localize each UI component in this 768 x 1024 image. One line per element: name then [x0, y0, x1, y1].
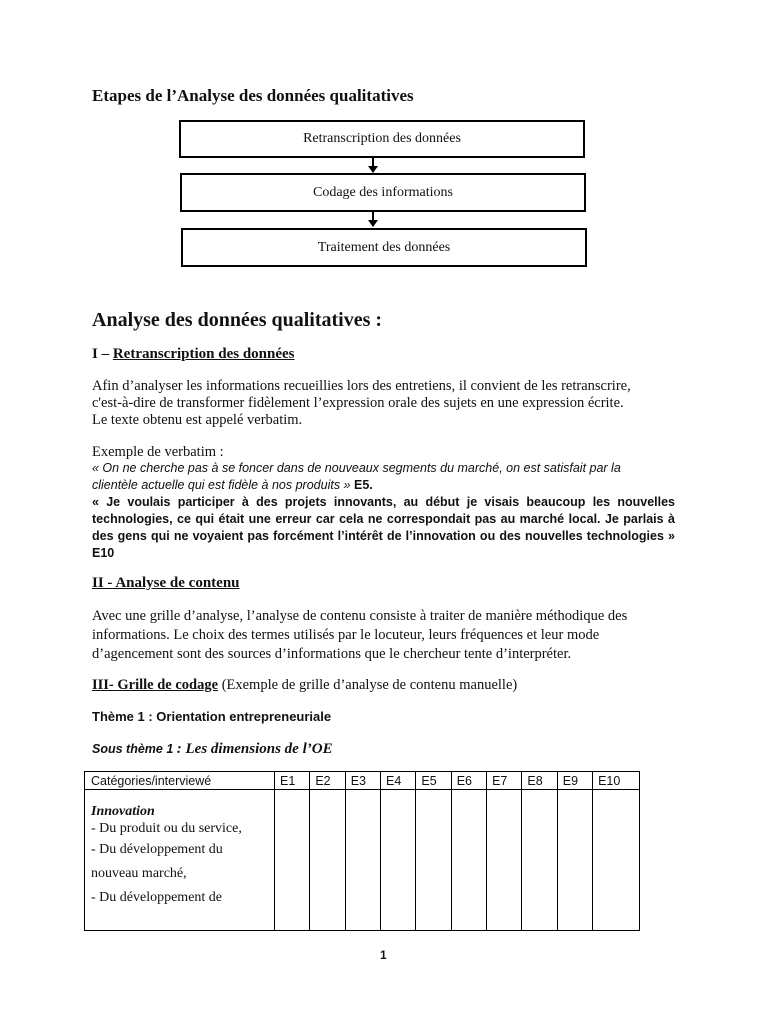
cell-e10 [593, 790, 640, 931]
verbatim-quote-1-ref: E5. [353, 478, 373, 492]
verbatim-quote-2: « Je voulais participer à des projets innovants, au début je visais beaucoup les nouvelles technologies, ce qui était une erreur car cela ne correspondait pas au marché local. Je parlais à des gens qui ne voyaient pas forcément l’intérêt de l’innovation ou des nouvelles technologies » E10 [92, 495, 675, 560]
part1-line-1: Afin d’analyser les informations recueillies lors des entretiens, il convient de les retranscrire, [92, 378, 631, 394]
part3-subtitle: (Exemple de grille d’analyse de contenu manuelle) [218, 677, 518, 693]
cell-e9 [557, 790, 592, 931]
part1-number: I – [92, 346, 113, 362]
table-row [85, 790, 640, 931]
part2-line-2: informations. Le choix des termes utilisés par le locuteur, leurs fréquences et leur mode [92, 627, 600, 643]
verbatim-quote-1-text: « On ne cherche pas à se foncer dans de nouveaux segments du marché, on est satisfait par la clientèle actuelle qui est fidèle à nos produits » [92, 461, 621, 492]
header-e1: E1 [275, 772, 310, 790]
category-line-1: - Du produit ou du service, [91, 821, 242, 836]
cell-e1 [275, 790, 310, 931]
part2-line-3: d’agencement sont des sources d’informations que le chercheur tente d’interpréter. [92, 646, 572, 662]
part2-title: II - Analyse de contenu [92, 575, 240, 591]
header-e5: E5 [416, 772, 451, 790]
steps-heading: Etapes de l’Analyse des données qualitatives [92, 86, 414, 105]
flow-arrow-1-head [368, 166, 378, 173]
category-title: Innovation [91, 804, 155, 819]
table-header-row [85, 772, 640, 790]
category-cell [85, 790, 275, 931]
part1-heading [92, 346, 295, 363]
header-e2: E2 [310, 772, 345, 790]
cell-e8 [522, 790, 557, 931]
flow-step-1-label: Retranscription des données [303, 131, 461, 146]
cell-e5 [416, 790, 451, 931]
verbatim-quote-1 [92, 460, 652, 494]
flow-step-3-label: Traitement des données [317, 239, 451, 255]
example-label: Exemple de verbatim : [92, 444, 224, 460]
coding-grid-table [84, 771, 640, 931]
cell-e6 [451, 790, 486, 931]
part3-heading [92, 677, 517, 694]
header-e9: E9 [557, 772, 592, 790]
flow-step-1 [179, 120, 585, 158]
cell-e2 [310, 790, 345, 931]
category-line-3: nouveau marché, [91, 866, 187, 881]
part1-line-3: Le texte obtenu est appelé verbatim. [92, 412, 303, 428]
header-e8: E8 [522, 772, 557, 790]
part3-title: III- Grille de codage [92, 677, 219, 693]
part1-line-2: c'est-à-dire de transformer fidèlement l’expression orale des sujets en une expression écrite. [92, 395, 624, 411]
flow-step-2-label: Codage des informations [313, 184, 453, 200]
page-number: 1 [380, 948, 387, 962]
sous-theme-prefix: Sous thème 1 [92, 742, 177, 756]
header-e4: E4 [381, 772, 416, 790]
cell-e4 [381, 790, 416, 931]
cell-e7 [487, 790, 522, 931]
header-e6: E6 [451, 772, 486, 790]
cell-e3 [345, 790, 380, 931]
header-e3: E3 [345, 772, 380, 790]
flow-step-2 [180, 173, 586, 212]
category-line-4: - Du développement de [91, 890, 223, 905]
category-line-2: - Du développement du [91, 842, 223, 857]
part1-paragraph [92, 378, 692, 429]
part2-line-1: Avec une grille d’analyse, l’analyse de contenu consiste à traiter de manière méthodique des [92, 608, 628, 624]
header-e7: E7 [487, 772, 522, 790]
flow-step-3 [181, 228, 587, 267]
sous-theme-label [92, 740, 333, 758]
flow-arrow-2-head [368, 220, 378, 227]
theme-label: Thème 1 : Orientation entrepreneuriale [92, 709, 332, 724]
part2-paragraph [92, 607, 692, 664]
header-categories: Catégories/interviewé [85, 772, 275, 790]
sous-theme-title: : Les dimensions de l’OE [176, 741, 333, 757]
section-title: Analyse des données qualitatives : [92, 309, 383, 331]
header-e10: E10 [593, 772, 640, 790]
part1-title: Retranscription des données [112, 346, 295, 362]
